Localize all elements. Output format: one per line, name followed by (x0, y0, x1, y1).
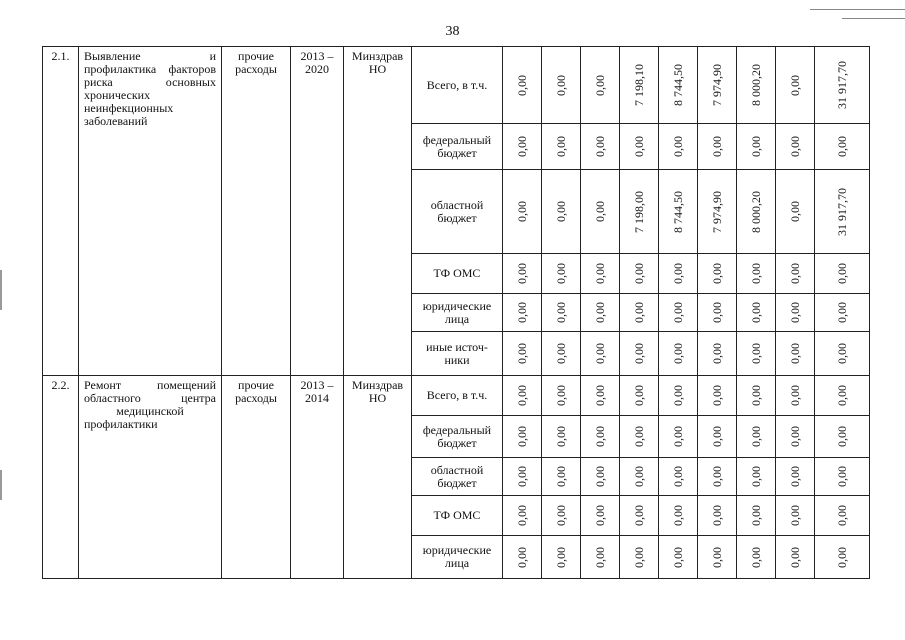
amount-value: 0,00 (749, 385, 763, 406)
amount-value: 0,00 (593, 505, 607, 526)
amount-value: 0,00 (749, 466, 763, 487)
amount-cell (503, 254, 542, 294)
executor-line: Минздрав (351, 378, 404, 392)
amount-value: 0,00 (710, 546, 724, 568)
amount-cell (659, 536, 698, 579)
item-description (79, 47, 222, 376)
amount-cell (776, 47, 815, 124)
amount-cell (659, 124, 698, 170)
amount-cell (659, 254, 698, 294)
amount-value: 0,00 (515, 136, 529, 157)
amount-value: 0,00 (593, 426, 607, 447)
amount-cell (581, 170, 620, 254)
amount-value: 0,00 (749, 136, 763, 157)
amount-cell (620, 170, 659, 254)
description-line: профилактика факторов (84, 62, 216, 76)
amount-cell (698, 170, 737, 254)
expense-type-line: расходы (235, 62, 277, 76)
amount-value: 0,00 (788, 505, 802, 526)
amount-cell (542, 47, 581, 124)
amount-value: 0,00 (554, 201, 568, 222)
amount-value: 0,00 (632, 426, 646, 447)
amount-value: 0,00 (593, 466, 607, 487)
amount-cell (581, 376, 620, 416)
amount-value: 0,00 (515, 263, 529, 284)
amount-value: 0,00 (788, 546, 802, 568)
amount-value: 0,00 (788, 74, 802, 96)
amount-value: 0,00 (632, 466, 646, 487)
amount-value: 0,00 (788, 136, 802, 157)
amount-value: 0,00 (632, 136, 646, 157)
amount-value: 0,00 (671, 466, 685, 487)
description-line: Выявление и (84, 49, 216, 63)
amount-value: 0,00 (515, 466, 529, 487)
amount-cell (737, 124, 776, 170)
amount-value: 0,00 (749, 302, 763, 323)
amount-cell (737, 170, 776, 254)
expense-type-line: расходы (235, 391, 277, 405)
amount-value: 0,00 (593, 385, 607, 406)
amount-value: 0,00 (632, 263, 646, 284)
amount-cell (503, 332, 542, 376)
amount-cell (737, 332, 776, 376)
amount-cell (659, 294, 698, 332)
amount-cell (659, 332, 698, 376)
amount-value: 0,00 (632, 302, 646, 323)
period-line: 2014 (305, 391, 329, 405)
amount-value: 0,00 (671, 385, 685, 406)
amount-cell (542, 254, 581, 294)
description-line: риска основных (84, 75, 216, 89)
amount-cell (542, 376, 581, 416)
amount-cell (620, 332, 659, 376)
amount-cell (776, 458, 815, 496)
executor (344, 47, 412, 376)
amount-value: 0,00 (671, 136, 685, 157)
amount-value: 0,00 (515, 505, 529, 526)
expense-type (222, 47, 291, 376)
amount-value: 0,00 (554, 263, 568, 284)
expense-type-line: прочие (238, 49, 274, 63)
amount-value: 0,00 (515, 546, 529, 568)
amount-cell (776, 536, 815, 579)
item-number: 2.2. (43, 376, 79, 579)
amount-value: 0,00 (710, 426, 724, 447)
amount-value: 0,00 (554, 426, 568, 447)
amount-value: 7 198,00 (632, 190, 646, 233)
expense-type (222, 376, 291, 579)
amount-cell (542, 496, 581, 536)
amount-cell (698, 496, 737, 536)
scan-artifact-line (810, 9, 905, 10)
amount-value: 0,00 (788, 302, 802, 323)
amount-value: 0,00 (835, 426, 849, 447)
amount-cell (503, 458, 542, 496)
description-line: Ремонт помещений (84, 378, 216, 392)
amount-cell (737, 536, 776, 579)
amount-cell (776, 496, 815, 536)
description-line: хронических (84, 88, 151, 102)
executor (344, 376, 412, 579)
item-description (79, 376, 222, 579)
amount-cell (620, 254, 659, 294)
amount-value: 0,00 (671, 546, 685, 568)
amount-cell (620, 458, 659, 496)
amount-cell (776, 416, 815, 458)
item-number: 2.1. (43, 47, 79, 376)
amount-cell (659, 496, 698, 536)
amount-cell (776, 376, 815, 416)
amount-value: 8 744,50 (671, 64, 685, 106)
amount-cell (503, 294, 542, 332)
amount-value: 0,00 (632, 505, 646, 526)
amount-value: 0,00 (593, 302, 607, 323)
funding-source: федеральный бюджет (412, 416, 503, 458)
amount-value: 7 974,90 (710, 190, 724, 233)
amount-cell (815, 416, 870, 458)
amount-value: 0,00 (554, 466, 568, 487)
amount-cell (581, 254, 620, 294)
amount-value: 0,00 (671, 302, 685, 323)
amount-value: 0,00 (554, 385, 568, 406)
amount-value: 31 917,70 (835, 61, 849, 109)
period-line: 2013 – (300, 378, 334, 392)
amount-cell (737, 458, 776, 496)
amount-cell (698, 294, 737, 332)
amount-value: 0,00 (835, 343, 849, 364)
amount-cell (620, 416, 659, 458)
amount-value: 0,00 (835, 385, 849, 406)
amount-cell (815, 124, 870, 170)
funding-source: юридические лица (412, 294, 503, 332)
funding-source: Всего, в т.ч. (412, 47, 503, 124)
amount-cell (776, 332, 815, 376)
amount-value: 0,00 (710, 263, 724, 284)
amount-value: 0,00 (632, 385, 646, 406)
expense-type-line: прочие (238, 378, 274, 392)
amount-cell (581, 416, 620, 458)
amount-value: 0,00 (593, 201, 607, 222)
amount-cell (503, 376, 542, 416)
funding-source: иные источ-ники (412, 332, 503, 376)
amount-value: 0,00 (788, 426, 802, 447)
amount-cell (620, 536, 659, 579)
table-row (43, 376, 870, 416)
amount-cell (503, 496, 542, 536)
amount-value: 0,00 (554, 136, 568, 157)
executor-line: Минздрав (351, 49, 404, 63)
amount-value: 0,00 (749, 505, 763, 526)
amount-value: 8 000,20 (749, 64, 763, 106)
amount-cell (698, 47, 737, 124)
amount-cell (815, 458, 870, 496)
amount-cell (659, 376, 698, 416)
amount-cell (815, 47, 870, 124)
scan-artifact-line (842, 18, 905, 19)
amount-cell (815, 376, 870, 416)
amount-cell (776, 124, 815, 170)
amount-cell (698, 332, 737, 376)
amount-cell (581, 124, 620, 170)
amount-cell (815, 294, 870, 332)
amount-cell (698, 124, 737, 170)
implementation-period (291, 376, 344, 579)
amount-value: 0,00 (835, 546, 849, 568)
period-line: 2020 (305, 62, 329, 76)
amount-cell (659, 47, 698, 124)
executor-line: НО (368, 391, 387, 405)
amount-value: 0,00 (710, 505, 724, 526)
amount-value: 0,00 (710, 466, 724, 487)
amount-cell (737, 294, 776, 332)
amount-value: 0,00 (710, 343, 724, 364)
amount-value: 0,00 (788, 385, 802, 406)
amount-value: 0,00 (788, 466, 802, 487)
amount-value: 0,00 (788, 201, 802, 222)
amount-cell (659, 416, 698, 458)
amount-cell (542, 170, 581, 254)
amount-cell (620, 496, 659, 536)
amount-value: 0,00 (515, 74, 529, 96)
amount-cell (737, 496, 776, 536)
funding-source: юридические лица (412, 536, 503, 579)
amount-value: 0,00 (554, 343, 568, 364)
amount-value: 0,00 (788, 343, 802, 364)
amount-cell (503, 170, 542, 254)
amount-cell (737, 254, 776, 294)
amount-cell (698, 536, 737, 579)
amount-value: 0,00 (593, 343, 607, 364)
amount-cell (815, 170, 870, 254)
period-line: 2013 – (300, 49, 334, 63)
amount-cell (581, 332, 620, 376)
amount-value: 0,00 (710, 302, 724, 323)
amount-cell (542, 458, 581, 496)
amount-cell (815, 332, 870, 376)
amount-value: 0,00 (671, 263, 685, 284)
amount-cell (503, 47, 542, 124)
funding-source: федеральный бюджет (412, 124, 503, 170)
amount-cell (698, 254, 737, 294)
amount-value: 7 198,10 (632, 64, 646, 106)
amount-value: 0,00 (749, 263, 763, 284)
amount-value: 0,00 (835, 263, 849, 284)
amount-value: 0,00 (593, 263, 607, 284)
amount-cell (581, 536, 620, 579)
page-number: 38 (445, 24, 460, 39)
amount-value: 0,00 (554, 505, 568, 526)
description-line: областного центра (84, 391, 216, 405)
amount-cell (503, 124, 542, 170)
amount-value: 0,00 (515, 426, 529, 447)
amount-cell (542, 124, 581, 170)
amount-value: 0,00 (835, 466, 849, 487)
amount-cell (815, 254, 870, 294)
amount-value: 0,00 (632, 546, 646, 568)
amount-cell (581, 47, 620, 124)
amount-value: 0,00 (515, 385, 529, 406)
amount-cell (542, 294, 581, 332)
budget-table (42, 46, 870, 579)
amount-value: 0,00 (554, 302, 568, 323)
scan-edge-mark (0, 270, 2, 310)
amount-value: 0,00 (749, 546, 763, 568)
amount-value: 0,00 (554, 546, 568, 568)
amount-value: 0,00 (788, 263, 802, 284)
amount-cell (620, 294, 659, 332)
amount-cell (698, 376, 737, 416)
amount-cell (737, 47, 776, 124)
funding-source: областной бюджет (412, 458, 503, 496)
amount-cell (503, 416, 542, 458)
amount-value: 0,00 (710, 385, 724, 406)
amount-value: 0,00 (671, 343, 685, 364)
amount-value: 7 974,90 (710, 64, 724, 106)
amount-cell (776, 294, 815, 332)
amount-cell (815, 496, 870, 536)
funding-source: ТФ ОМС (412, 254, 503, 294)
description-line: профилактики (84, 417, 158, 431)
amount-cell (542, 416, 581, 458)
amount-cell (737, 376, 776, 416)
amount-value: 0,00 (710, 136, 724, 157)
amount-cell (620, 376, 659, 416)
amount-value: 0,00 (593, 546, 607, 568)
amount-cell (659, 170, 698, 254)
amount-value: 8 744,50 (671, 190, 685, 233)
description-line: заболеваний (84, 114, 148, 128)
amount-value: 0,00 (749, 426, 763, 447)
amount-cell (698, 416, 737, 458)
amount-value: 0,00 (515, 302, 529, 323)
amount-value: 0,00 (671, 426, 685, 447)
scan-edge-mark (0, 470, 2, 500)
amount-cell (581, 458, 620, 496)
amount-value: 0,00 (593, 74, 607, 96)
amount-cell (542, 332, 581, 376)
amount-cell (542, 536, 581, 579)
amount-value: 0,00 (835, 505, 849, 526)
amount-value: 8 000,20 (749, 190, 763, 233)
amount-value: 0,00 (835, 302, 849, 323)
amount-value: 0,00 (632, 343, 646, 364)
amount-cell (815, 536, 870, 579)
amount-cell (737, 416, 776, 458)
amount-cell (581, 496, 620, 536)
amount-value: 0,00 (671, 505, 685, 526)
funding-source: ТФ ОМС (412, 496, 503, 536)
amount-cell (503, 536, 542, 579)
implementation-period (291, 47, 344, 376)
amount-cell (620, 47, 659, 124)
executor-line: НО (368, 62, 387, 76)
amount-value: 31 917,70 (835, 187, 849, 236)
amount-value: 0,00 (515, 343, 529, 364)
funding-source: областной бюджет (412, 170, 503, 254)
description-line: медицинской (116, 404, 184, 418)
amount-value: 0,00 (835, 136, 849, 157)
amount-cell (776, 170, 815, 254)
amount-value: 0,00 (515, 201, 529, 222)
amount-cell (581, 294, 620, 332)
amount-value: 0,00 (749, 343, 763, 364)
amount-value: 0,00 (593, 136, 607, 157)
amount-value: 0,00 (554, 74, 568, 96)
description-line: неинфекционных (84, 101, 174, 115)
amount-cell (659, 458, 698, 496)
amount-cell (620, 124, 659, 170)
table-row (43, 47, 870, 124)
funding-source: Всего, в т.ч. (412, 376, 503, 416)
amount-cell (776, 254, 815, 294)
amount-cell (698, 458, 737, 496)
